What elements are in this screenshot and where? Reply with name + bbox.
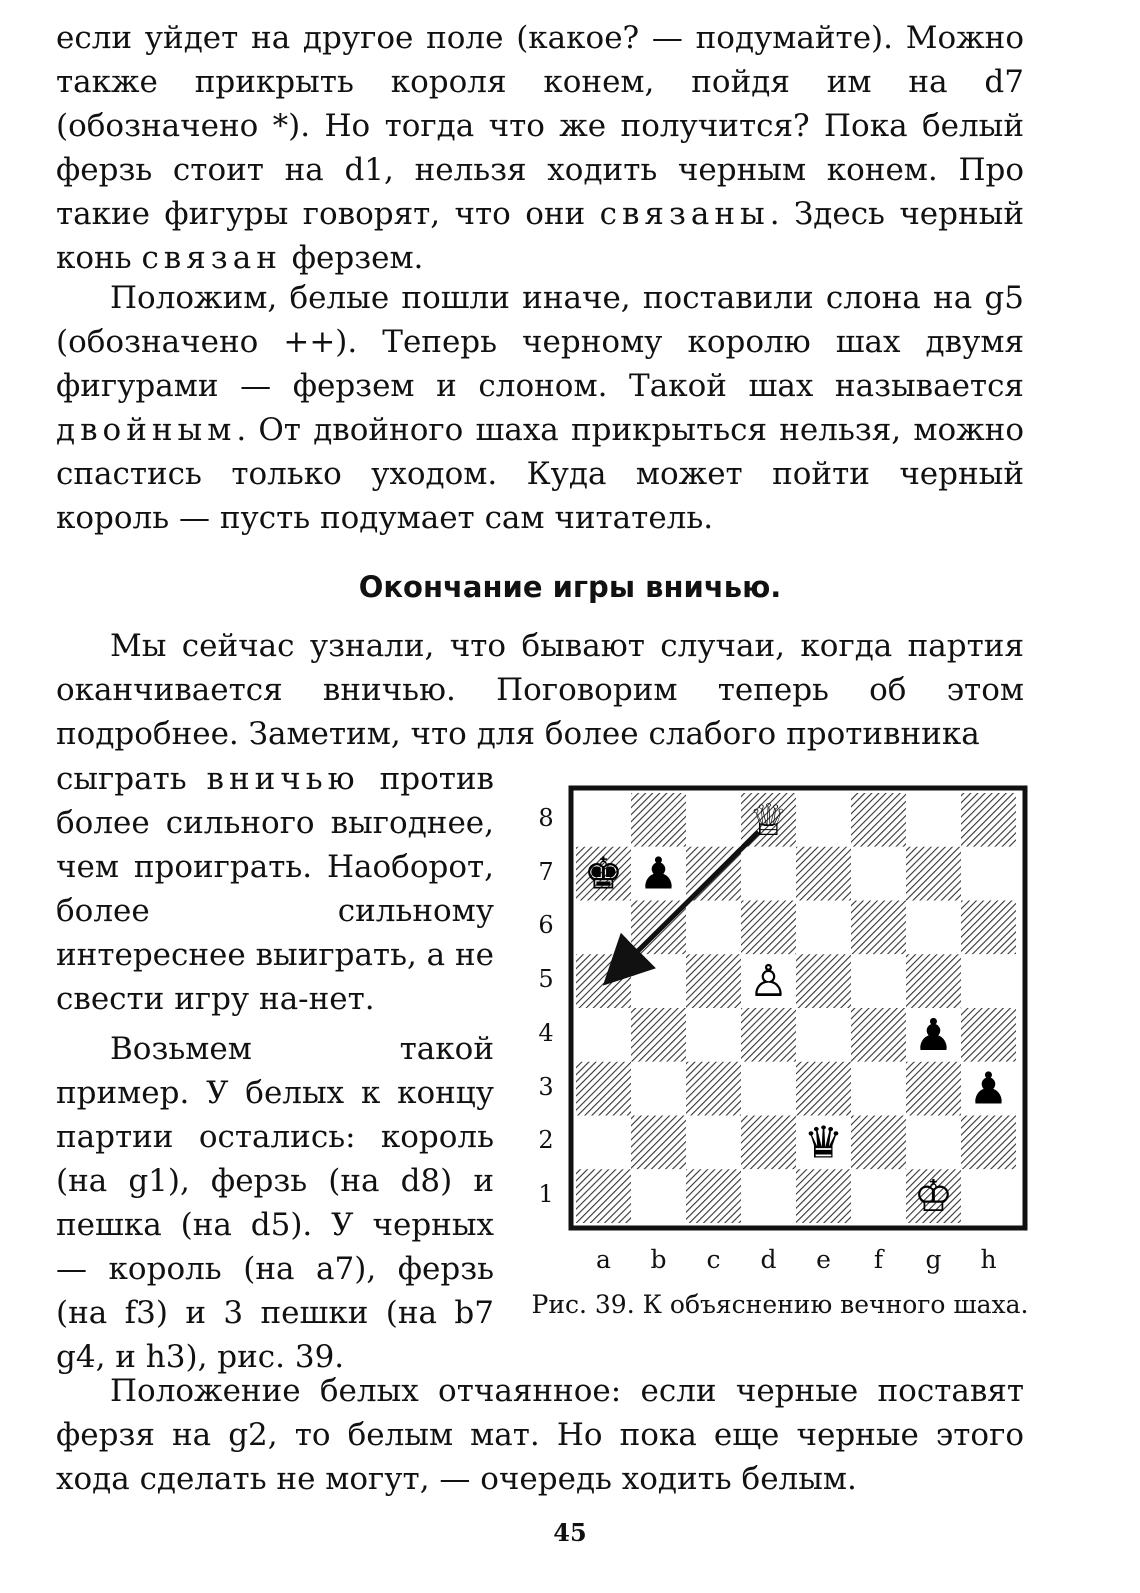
- piece-black-g4: ♟: [913, 1009, 954, 1061]
- board-square-e7: [796, 847, 851, 901]
- board-square-g7: [906, 847, 961, 901]
- paragraph-1-middle: . Здесь черный конь: [56, 196, 1024, 276]
- rank-label-1: 1: [538, 1180, 554, 1209]
- file-label-g: g: [925, 1245, 942, 1274]
- board-square-f7: [851, 847, 906, 901]
- board-square-h8: [961, 793, 1016, 847]
- rank-label-8: 8: [538, 803, 554, 832]
- board-square-g2: [906, 1116, 961, 1170]
- board-square-e4: [796, 1008, 851, 1062]
- board-square-d4: [741, 1008, 796, 1062]
- board-square-g3: [906, 1062, 961, 1116]
- chess-board: [568, 785, 1028, 1231]
- board-square-a1: [576, 1169, 631, 1223]
- board-square-f4: [851, 1008, 906, 1062]
- piece-white-g1: ♔: [913, 1171, 954, 1223]
- board-square-a3: [576, 1062, 631, 1116]
- paragraph-4: [56, 757, 494, 1021]
- paragraph-1-spaced-word-2: связан: [141, 240, 282, 276]
- file-label-f: f: [873, 1245, 884, 1274]
- paragraph-2-start: Положим, белые пошли иначе, поставили слона на g5 (обозначено ++). Теперь черному королю шах двумя фигурами — ферзем и слоном. Такой шах называется: [56, 280, 1024, 404]
- board-square-c6: [686, 901, 741, 955]
- rank-label-2: 2: [538, 1126, 554, 1155]
- paragraph-1-text: если уйдет на другое поле (какое? — подумайте). Можно также прикрыть короля конем, пойдя им на d7 (обозначено *). Но тогда что же получится? Пока белый ферзь стоит на d1, нельзя ходить черным конем. Про такие фигуры говорят, что они: [56, 20, 1024, 232]
- board-square-g6: [906, 901, 961, 955]
- board-square-d7: [741, 847, 796, 901]
- board-square-c2: [686, 1116, 741, 1170]
- board-square-c5: [686, 954, 741, 1008]
- board-square-g5: [906, 954, 961, 1008]
- board-square-c4: [686, 1008, 741, 1062]
- board-square-d1: [741, 1169, 796, 1223]
- file-label-d: d: [760, 1245, 777, 1274]
- board-square-f1: [851, 1169, 906, 1223]
- board-square-e8: [796, 793, 851, 847]
- paragraph-2: [56, 276, 1024, 540]
- board-square-b4: [631, 1008, 686, 1062]
- board-square-a2: [576, 1116, 631, 1170]
- paragraph-3: Мы сейчас узнали, что бывают случаи, когда партия оканчивается вничью. Поговорим теперь об этом подробнее. Заметим, что для более слабого противника: [56, 628, 1024, 752]
- file-label-h: h: [980, 1245, 997, 1274]
- board-square-f3: [851, 1062, 906, 1116]
- file-label-e: e: [816, 1245, 831, 1274]
- piece-white-d5: ♙: [748, 956, 789, 1008]
- paragraph-4-start: сыграть: [56, 761, 187, 797]
- figure-caption: Рис. 39. К объяснению вечного шаха.: [531, 1290, 1029, 1319]
- paragraph-4-spaced-word: вничью: [206, 761, 360, 797]
- rank-label-6: 6: [538, 911, 554, 940]
- paragraph-2-end: . От двойного шаха прикрыться нельзя, можно спастись только уходом. Куда может пойти черный король — пусть подумает сам читатель.: [56, 412, 1024, 536]
- file-label-b: b: [650, 1245, 667, 1274]
- paragraph-2-spaced-word: двойным: [56, 412, 237, 448]
- board-square-a6: [576, 901, 631, 955]
- board-square-d6: [741, 901, 796, 955]
- piece-black-a7: ♚: [583, 848, 624, 900]
- board-square-h7: [961, 847, 1016, 901]
- piece-white-d8: ♕: [748, 794, 789, 846]
- board-square-f6: [851, 901, 906, 955]
- piece-black-b7: ♟: [638, 848, 679, 900]
- board-square-b8: [631, 793, 686, 847]
- board-square-e5: [796, 954, 851, 1008]
- board-square-d3: [741, 1062, 796, 1116]
- paragraph-1-spaced-word: связаны: [599, 196, 770, 232]
- piece-black-e2: ♛: [803, 1117, 844, 1169]
- board-square-e3: [796, 1062, 851, 1116]
- board-square-h4: [961, 1008, 1016, 1062]
- piece-black-h3: ♟: [968, 1063, 1009, 1115]
- board-square-f2: [851, 1116, 906, 1170]
- file-label-c: c: [706, 1245, 721, 1274]
- board-square-b2: [631, 1116, 686, 1170]
- board-square-b3: [631, 1062, 686, 1116]
- paragraph-4-end: против более сильного выгоднее, чем проиграть. Наоборот, более сильному интереснее выиграть, а не свести игру на-нет.: [56, 761, 495, 1017]
- board-square-h6: [961, 901, 1016, 955]
- rank-label-5: 5: [538, 965, 554, 994]
- board-square-e1: [796, 1169, 851, 1223]
- board-square-f5: [851, 954, 906, 1008]
- board-square-c3: [686, 1062, 741, 1116]
- board-square-h5: [961, 954, 1016, 1008]
- paragraph-1: [56, 16, 1024, 280]
- board-square-d2: [741, 1116, 796, 1170]
- board-square-b1: [631, 1169, 686, 1223]
- rank-label-4: 4: [538, 1018, 554, 1047]
- board-square-h2: [961, 1116, 1016, 1170]
- board-square-a5: [576, 954, 631, 1008]
- board-square-g8: [906, 793, 961, 847]
- page-number: 45: [553, 1518, 587, 1547]
- paragraph-6: Положение белых отчаянное: если черные поставят ферзя на g2, то белым мат. Но пока еще черные этого хода сделать не могут, — очередь ходить белым.: [56, 1373, 1024, 1497]
- board-square-e6: [796, 901, 851, 955]
- rank-label-3: 3: [538, 1072, 554, 1101]
- board-square-c8: [686, 793, 741, 847]
- section-heading: Окончание игры вничью.: [358, 570, 782, 604]
- board-square-b5: [631, 954, 686, 1008]
- board-square-a4: [576, 1008, 631, 1062]
- paragraph-5: Возьмем такой пример. У белых к концу партии остались: король (на g1), ферзь (на d8) и пешка (на d5). У черных — король (на a7), ферзь (на f3) и 3 пешки (на b7 g4, и h3), рис. 39.: [56, 1031, 494, 1375]
- board-square-a8: [576, 793, 631, 847]
- left-column: [56, 757, 494, 1379]
- file-label-a: a: [596, 1245, 611, 1274]
- rank-label-7: 7: [538, 857, 554, 886]
- board-square-f8: [851, 793, 906, 847]
- paragraph-1-end: ферзем.: [291, 240, 424, 276]
- board-square-c1: [686, 1169, 741, 1223]
- board-square-h1: [961, 1169, 1016, 1223]
